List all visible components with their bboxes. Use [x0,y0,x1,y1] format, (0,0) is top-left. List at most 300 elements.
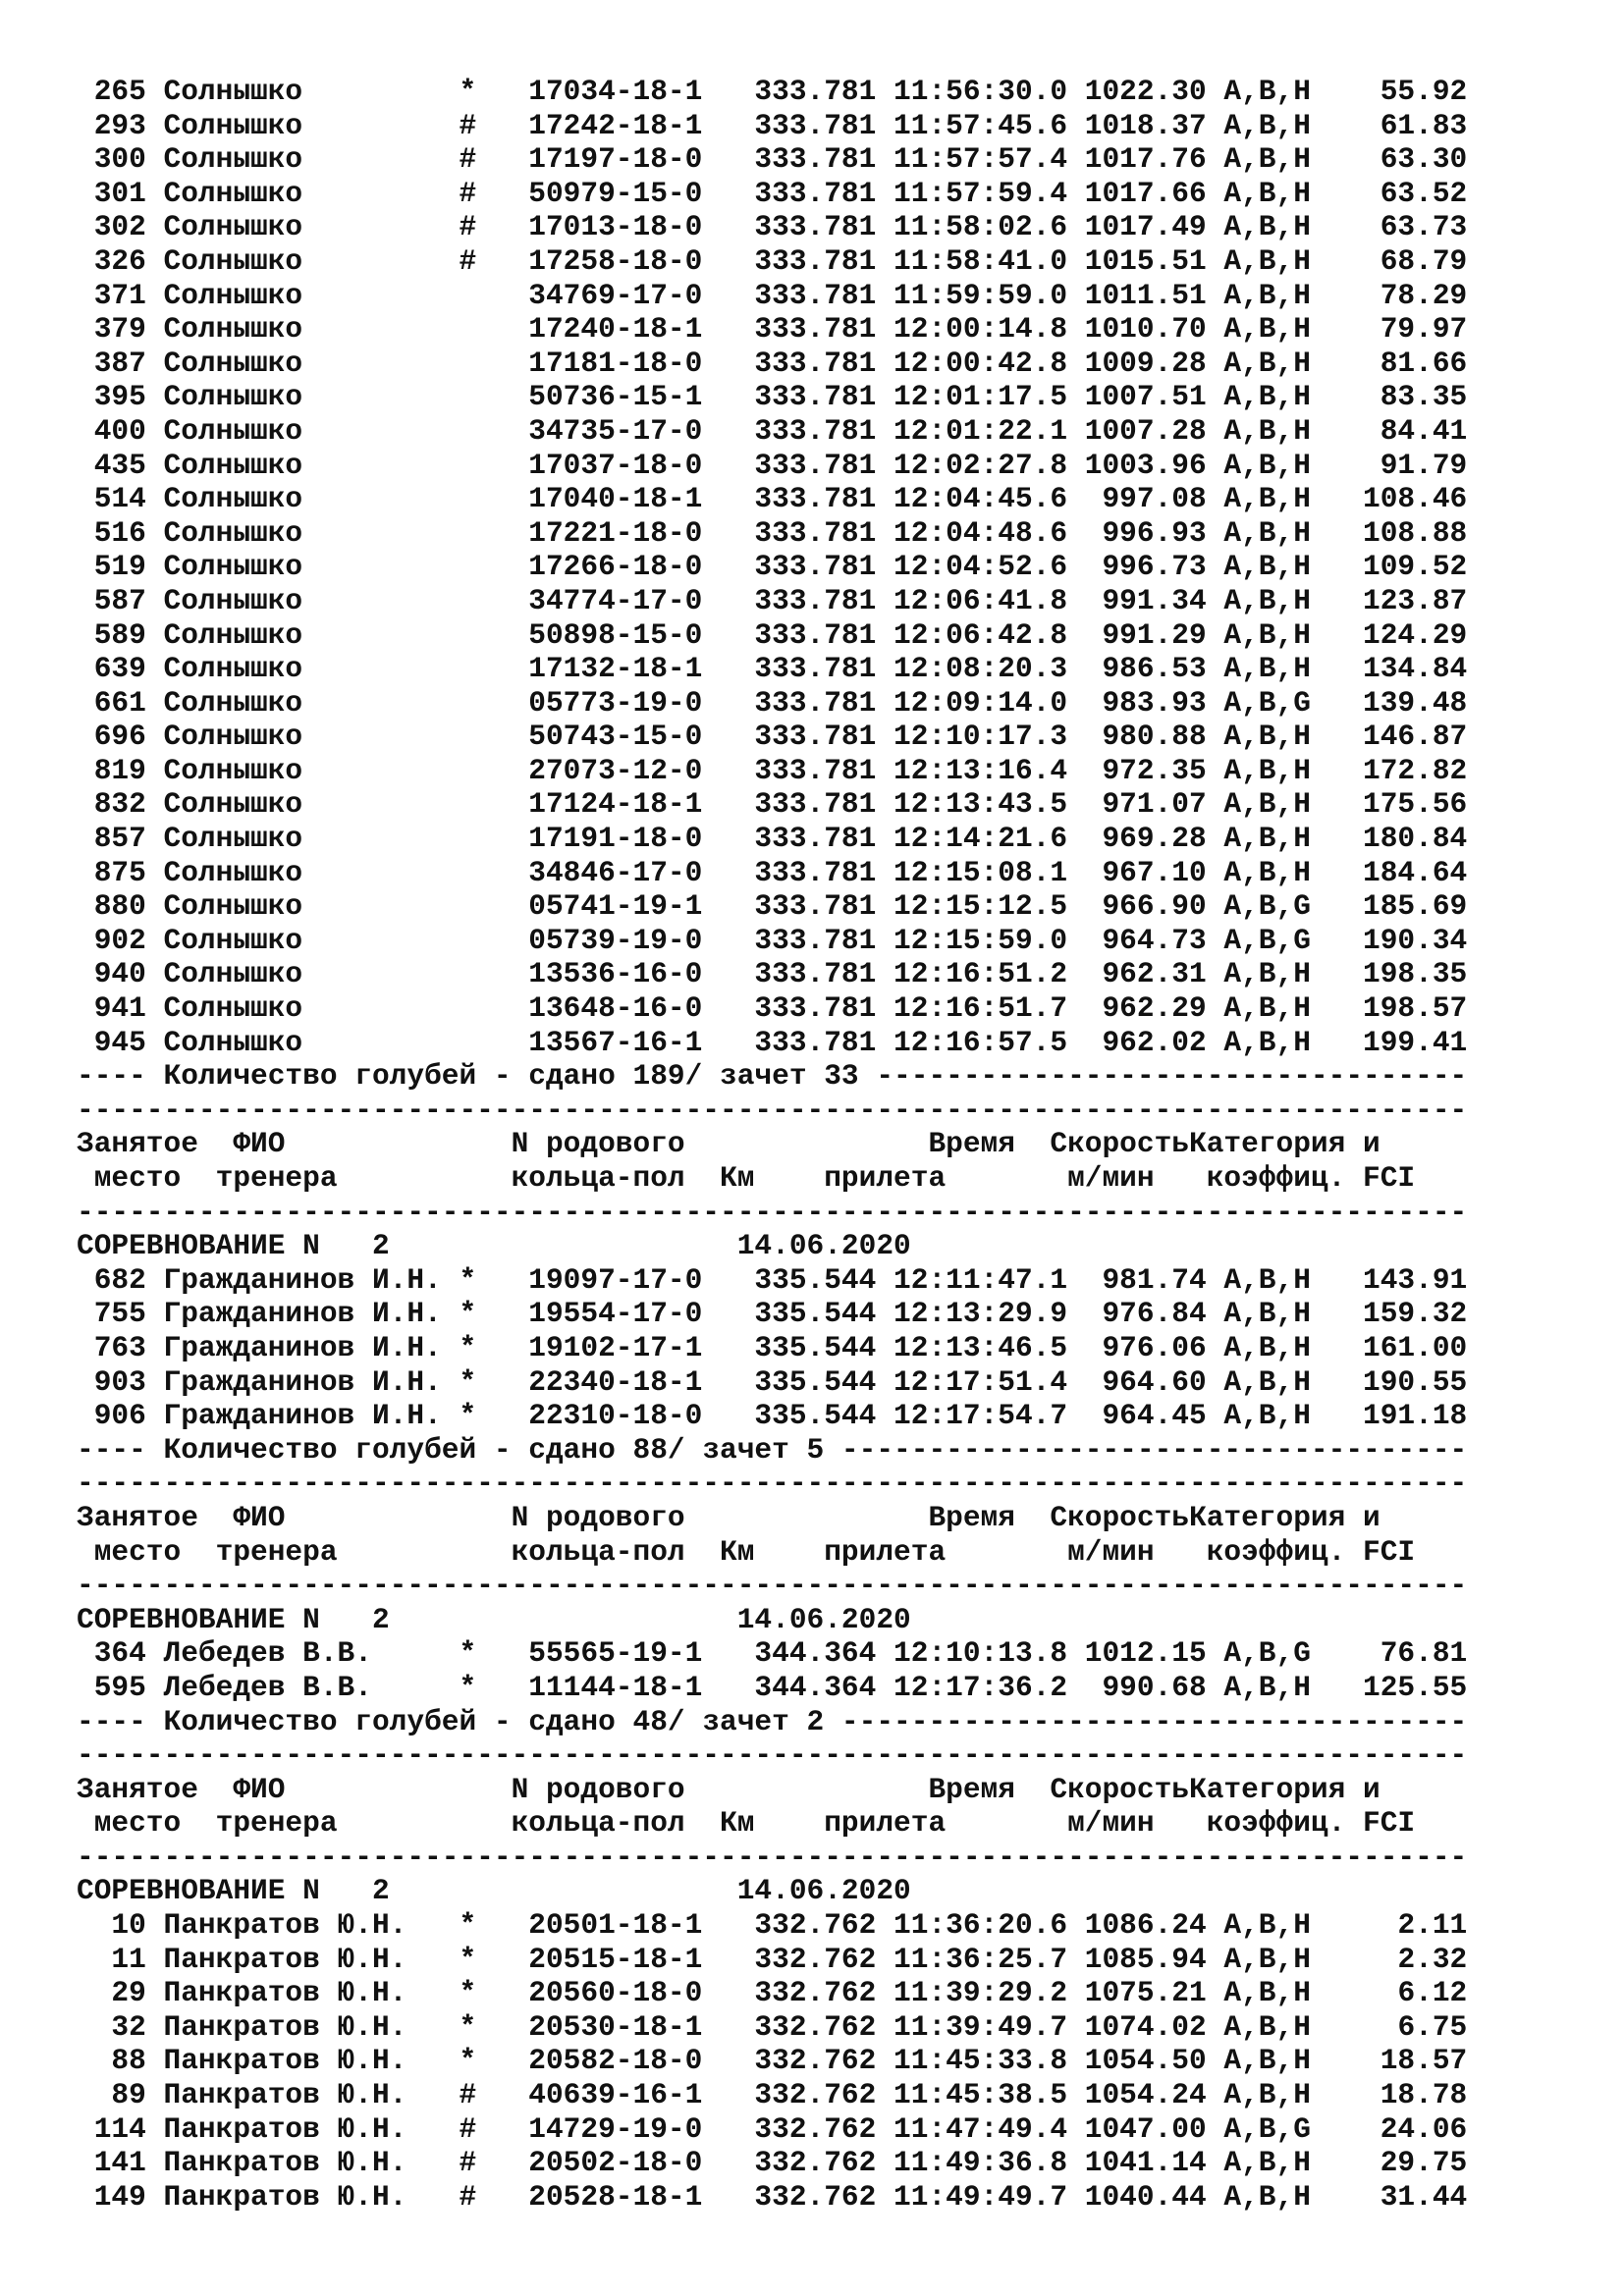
arrival-time: 12:06:41.8 [893,583,1068,617]
speed: 996.93 [1102,515,1207,550]
result-row [77,449,1467,483]
competition-number: 2 [371,1602,390,1636]
dash-lead: ---- [77,1059,164,1094]
fci-coef: 198.35 [1363,957,1468,991]
mark: * [459,1262,477,1297]
trainer-name: Солнышко [163,346,303,380]
place: 89 [111,2078,146,2112]
speed: 971.07 [1102,787,1207,822]
fci-coef: 2.32 [1397,1942,1468,1976]
arrival-time: 12:13:46.5 [893,1330,1068,1364]
column-header-line-2 [77,1161,1467,1196]
trainer-name: Солнышко [163,720,303,754]
trainer-name: Гражданинов И.Н. [163,1364,442,1399]
speed: 983.93 [1102,685,1207,720]
place: 903 [93,1364,146,1399]
ring-number: 17013-18-0 [528,210,703,244]
category: A,B,H [1223,176,1311,210]
speed: 1017.66 [1084,176,1207,210]
trainer-name: Солнышко [163,889,303,924]
ring-number: 17181-18-0 [528,346,703,380]
fci-coef: 18.57 [1380,2044,1468,2078]
arrival-time: 11:39:49.7 [893,2009,1068,2044]
distance-km: 333.781 [754,550,877,584]
distance-km: 333.781 [754,142,877,177]
fci-coef: 190.55 [1363,1364,1468,1399]
fci-coef: 175.56 [1363,787,1468,822]
distance-km: 333.781 [754,413,877,448]
distance-km: 333.781 [754,515,877,550]
mark: # [459,210,477,244]
ring-number: 40639-16-1 [528,2078,703,2112]
arrival-time: 12:04:45.6 [893,482,1068,516]
arrival-time: 11:45:38.5 [893,2078,1068,2112]
category: A,B,H [1223,822,1311,856]
fci-coef: 68.79 [1380,243,1468,278]
ring-number: 50743-15-0 [528,720,703,754]
col-header-cat-2: коэффиц. [1206,1806,1346,1841]
distance-km: 335.544 [754,1330,877,1364]
fci-coef: 79.97 [1380,312,1468,347]
result-row [77,1671,1467,1705]
ring-number: 13648-16-0 [528,991,703,1026]
col-header-cat: Категория и [1189,1500,1380,1534]
col-header-cat-2: коэффиц. [1206,1534,1346,1569]
distance-km: 335.544 [754,1297,877,1331]
summary-label: Количество голубей [163,1704,477,1738]
col-header-speed-2: м/мин [1067,1534,1155,1569]
arrival-time: 12:17:54.7 [893,1399,1068,1433]
trainer-name: Панкратов Ю.Н. [163,1976,407,2010]
speed: 1041.14 [1084,2146,1207,2180]
place: 906 [93,1399,146,1433]
speed: 986.53 [1102,652,1207,686]
mark: # [459,2179,477,2214]
column-header-line-1 [77,1773,1467,1807]
speed: 1015.51 [1084,243,1207,278]
arrival-time: 12:01:17.5 [893,380,1068,414]
fci-coef: 180.84 [1363,822,1468,856]
speed: 976.84 [1102,1297,1207,1331]
result-row [77,686,1467,721]
trainer-name: Солнышко [163,550,303,584]
speed: 1010.70 [1084,312,1207,347]
ring-number: 17240-18-1 [528,312,703,347]
arrival-time: 12:04:48.6 [893,515,1068,550]
fci-coef: 6.12 [1397,1976,1468,2010]
ring-number: 20582-18-0 [528,2044,703,2078]
place: 940 [93,957,146,991]
result-row [77,2112,1467,2147]
ring-number: 20560-18-0 [528,1976,703,2010]
summary-line: ---- Количество голубей - сдано 189/ зачет 33 ---------------------------------- [77,1059,1468,1094]
distance-km: 333.781 [754,210,877,244]
trainer-name: Солнышко [163,108,303,142]
speed: 997.08 [1102,482,1207,516]
category: A,B,H [1223,855,1311,889]
result-row [77,787,1467,822]
fci-coef: 24.06 [1380,2111,1468,2146]
distance-km: 335.544 [754,1364,877,1399]
category: A,B,H [1223,1025,1311,1059]
result-row [77,822,1467,856]
fci-coef: 199.41 [1363,1025,1468,1059]
trainer-name: Солнышко [163,482,303,516]
ring-number: 34846-17-0 [528,855,703,889]
place: 10 [111,1908,146,1943]
speed: 1007.51 [1084,380,1207,414]
fci-coef: 185.69 [1363,889,1468,924]
fci-coef: 63.30 [1380,142,1468,177]
distance-km: 333.781 [754,753,877,787]
distance-km: 333.781 [754,720,877,754]
speed: 976.06 [1102,1330,1207,1364]
result-row [77,550,1467,584]
fci-coef: 124.29 [1363,617,1468,652]
distance-km: 344.364 [754,1670,877,1704]
place: 11 [111,1942,146,1976]
fci-coef: 172.82 [1363,753,1468,787]
ring-number: 34735-17-0 [528,413,703,448]
counted-count: зачет 2 [702,1704,825,1738]
col-header-km: Км [720,1534,755,1569]
col-header-time: Время [928,1500,1015,1534]
arrival-time: 11:49:36.8 [893,2146,1068,2180]
place: 857 [93,822,146,856]
place: 395 [93,380,146,414]
speed: 1007.28 [1084,413,1207,448]
ring-number: 17191-18-0 [528,822,703,856]
col-header-place-2: место [93,1161,182,1195]
arrival-time: 12:15:59.0 [893,923,1068,957]
category: A,B,G [1223,685,1311,720]
competition-date: 14.06.2020 [736,1229,911,1263]
result-row [77,618,1467,653]
mark: * [459,1330,477,1364]
ring-number: 20530-18-1 [528,2009,703,2044]
trainer-name: Солнышко [163,312,303,347]
category: A,B,G [1223,923,1311,957]
fci-coef: 134.84 [1363,652,1468,686]
fci-coef: 55.92 [1380,75,1468,108]
ring-number: 05773-19-0 [528,685,703,720]
trainer-name: Панкратов Ю.Н. [163,1942,407,1976]
category: A,B,H [1223,2146,1311,2180]
fci-coef: 63.52 [1380,176,1468,210]
dash-fill: ---------------------------------- [858,1059,1468,1094]
result-row [77,957,1467,991]
ring-number: 17037-18-0 [528,448,703,482]
fci-coef: 143.91 [1363,1262,1468,1297]
arrival-time: 11:45:33.8 [893,2044,1068,2078]
category: A,B,H [1223,1262,1311,1297]
arrival-time: 11:57:59.4 [893,176,1068,210]
column-header-line-1 [77,1501,1467,1535]
ring-number: 13536-16-0 [528,957,703,991]
summary-label: Количество голубей [163,1059,477,1094]
mark: * [459,2044,477,2078]
ring-number: 14729-19-0 [528,2111,703,2146]
mark: * [459,1364,477,1399]
competition-line [77,1229,1467,1263]
category: A,B,H [1223,2078,1311,2112]
trainer-name: Солнышко [163,685,303,720]
fci-coef: 63.73 [1380,210,1468,244]
distance-km: 332.762 [754,1976,877,2010]
place: 371 [93,278,146,312]
result-row [77,244,1467,279]
trainer-name: Панкратов Ю.Н. [163,1908,407,1943]
separator-rule: -------------------------------------------------------------------------------- [77,1840,1468,1874]
trainer-name: Панкратов Ю.Н. [163,2179,407,2214]
mark: * [459,1942,477,1976]
speed: 962.29 [1102,991,1207,1026]
trainer-name: Солнышко [163,176,303,210]
competition-number: 2 [371,1874,390,1908]
category: A,B,H [1223,1942,1311,1976]
submitted-count: сдано 189 [528,1059,685,1094]
result-row [77,210,1467,244]
category: A,B,H [1223,142,1311,177]
category: A,B,H [1223,482,1311,516]
ring-number: 17197-18-0 [528,142,703,177]
mark: # [459,2078,477,2112]
speed: 972.35 [1102,753,1207,787]
separator-rule: -------------------------------------------------------------------------------- [77,1467,1468,1501]
category: A,B,H [1223,413,1311,448]
distance-km: 333.781 [754,855,877,889]
ring-number: 17242-18-1 [528,108,703,142]
distance-km: 333.781 [754,923,877,957]
col-header-name: ФИО [233,1772,286,1806]
trainer-name: Солнышко [163,448,303,482]
place: 302 [93,210,146,244]
col-header-place-2: место [93,1806,182,1841]
distance-km: 333.781 [754,312,877,347]
place: 763 [93,1330,146,1364]
fci-coef: 146.87 [1363,720,1468,754]
speed: 980.88 [1102,720,1207,754]
ring-number: 27073-12-0 [528,753,703,787]
dash-fill: ------------------------------------ [824,1704,1468,1738]
category: A,B,H [1223,991,1311,1026]
place: 875 [93,855,146,889]
place: 400 [93,413,146,448]
distance-km: 333.781 [754,176,877,210]
speed: 1012.15 [1084,1636,1207,1671]
fci-coef: 2.11 [1397,1908,1468,1943]
distance-km: 344.364 [754,1636,877,1671]
competition-number: 2 [371,1229,390,1263]
ring-number: 17040-18-1 [528,482,703,516]
result-row [77,991,1467,1026]
col-header-ring-2: кольца-пол [511,1161,685,1195]
ring-number: 20528-18-1 [528,2179,703,2214]
category: A,B,H [1223,1399,1311,1433]
competition-date: 14.06.2020 [736,1874,911,1908]
place: 902 [93,923,146,957]
distance-km: 333.781 [754,889,877,924]
fci-coef: 91.79 [1380,448,1468,482]
result-row [77,75,1467,109]
place: 300 [93,142,146,177]
col-header-name-2: тренера [215,1806,338,1841]
trainer-name: Панкратов Ю.Н. [163,2078,407,2112]
place: 696 [93,720,146,754]
trainer-name: Солнышко [163,753,303,787]
distance-km: 332.762 [754,1942,877,1976]
fci-coef: 190.34 [1363,923,1468,957]
ring-number: 17132-18-1 [528,652,703,686]
distance-km: 332.762 [754,2044,877,2078]
arrival-time: 11:57:57.4 [893,142,1068,177]
ring-number: 50736-15-1 [528,380,703,414]
trainer-name: Солнышко [163,991,303,1026]
summary-line: ---- Количество голубей - сдано 88/ зачет 5 ------------------------------------ [77,1432,1468,1467]
trainer-name: Гражданинов И.Н. [163,1262,442,1297]
distance-km: 333.781 [754,583,877,617]
col-header-fci: FCI [1363,1534,1416,1569]
fci-coef: 78.29 [1380,278,1468,312]
competition-label: СОРЕВНОВАНИЕ N [77,1602,320,1636]
col-header-place-2: место [93,1534,182,1569]
arrival-time: 12:11:47.1 [893,1262,1068,1297]
ring-number: 17124-18-1 [528,787,703,822]
col-header-name: ФИО [233,1127,286,1161]
category: A,B,H [1223,720,1311,754]
speed: 1009.28 [1084,346,1207,380]
mark: # [459,108,477,142]
trainer-name: Панкратов Ю.Н. [163,2009,407,2044]
result-row [77,2078,1467,2112]
result-row [77,516,1467,551]
counted-count: зачет 5 [702,1432,825,1467]
col-header-speed-2: м/мин [1067,1161,1155,1195]
mark: * [459,2009,477,2044]
summary-line: ---- Количество голубей - сдано 48/ зачет 2 ------------------------------------ [77,1704,1468,1738]
place: 941 [93,991,146,1026]
place: 265 [93,75,146,108]
result-row [77,142,1467,177]
trainer-name: Солнышко [163,652,303,686]
trainer-name: Солнышко [163,515,303,550]
ring-number: 50979-15-0 [528,176,703,210]
arrival-time: 12:15:08.1 [893,855,1068,889]
distance-km: 333.781 [754,380,877,414]
distance-km: 333.781 [754,75,877,108]
submitted-count: сдано 48 [528,1704,668,1738]
category: A,B,H [1223,108,1311,142]
trainer-name: Панкратов Ю.Н. [163,2044,407,2078]
ring-number: 13567-16-1 [528,1025,703,1059]
result-row [77,2044,1467,2078]
ring-number: 19554-17-0 [528,1297,703,1331]
trainer-name: Солнышко [163,787,303,822]
arrival-time: 12:13:43.5 [893,787,1068,822]
result-row [77,347,1467,381]
ring-number: 17266-18-0 [528,550,703,584]
result-row [77,2180,1467,2215]
speed: 996.73 [1102,550,1207,584]
distance-km: 333.781 [754,1025,877,1059]
arrival-time: 12:02:27.8 [893,448,1068,482]
col-header-fci: FCI [1363,1161,1416,1195]
place: 379 [93,312,146,347]
category: A,B,H [1223,312,1311,347]
mark: * [459,1297,477,1331]
speed: 1018.37 [1084,108,1207,142]
arrival-time: 12:10:17.3 [893,720,1068,754]
speed: 964.45 [1102,1399,1207,1433]
fci-coef: 31.44 [1380,2179,1468,2214]
result-row [77,889,1467,924]
category: A,B,H [1223,787,1311,822]
place: 516 [93,515,146,550]
mark: * [459,1636,477,1671]
distance-km: 333.781 [754,243,877,278]
distance-km: 333.781 [754,652,877,686]
fci-coef: 198.57 [1363,991,1468,1026]
speed: 969.28 [1102,822,1207,856]
fci-coef: 159.32 [1363,1297,1468,1331]
arrival-time: 12:08:20.3 [893,652,1068,686]
trainer-name: Солнышко [163,617,303,652]
trainer-name: Солнышко [163,75,303,108]
fci-coef: 76.81 [1380,1636,1468,1671]
col-header-speed: Скорость [1050,1772,1189,1806]
dash-lead: ---- [77,1704,164,1738]
place: 364 [93,1636,146,1671]
place: 141 [93,2146,146,2180]
col-header-km: Км [720,1161,755,1195]
col-header-fci: FCI [1363,1806,1416,1841]
col-header-ring: N родового [511,1500,685,1534]
ring-number: 19097-17-0 [528,1262,703,1297]
competition-label: СОРЕВНОВАНИЕ N [77,1874,320,1908]
arrival-time: 11:47:49.4 [893,2111,1068,2146]
col-header-speed: Скорость [1050,1500,1189,1534]
result-row [77,924,1467,958]
col-header-speed: Скорость [1050,1127,1189,1161]
place: 587 [93,583,146,617]
place: 301 [93,176,146,210]
distance-km: 332.762 [754,2111,877,2146]
col-header-time-2: прилета [824,1806,947,1841]
mark: * [459,1976,477,2010]
category: A,B,G [1223,2111,1311,2146]
result-row [77,312,1467,347]
trainer-name: Солнышко [163,957,303,991]
fci-coef: 139.48 [1363,685,1468,720]
distance-km: 333.781 [754,108,877,142]
arrival-time: 12:14:21.6 [893,822,1068,856]
category: A,B,H [1223,1330,1311,1364]
col-header-cat: Категория и [1189,1127,1380,1161]
place: 755 [93,1297,146,1331]
summary-label: Количество голубей [163,1432,477,1467]
dash-fill: ------------------------------------ [824,1432,1468,1467]
result-row [77,1908,1467,1943]
trainer-name: Солнышко [163,822,303,856]
trainer-name: Гражданинов И.Н. [163,1330,442,1364]
speed: 981.74 [1102,1262,1207,1297]
ring-number: 55565-19-1 [528,1636,703,1671]
arrival-time: 12:17:51.4 [893,1364,1068,1399]
category: A,B,G [1223,889,1311,924]
result-row [77,720,1467,754]
ring-number: 17034-18-1 [528,75,703,108]
trainer-name: Солнышко [163,243,303,278]
